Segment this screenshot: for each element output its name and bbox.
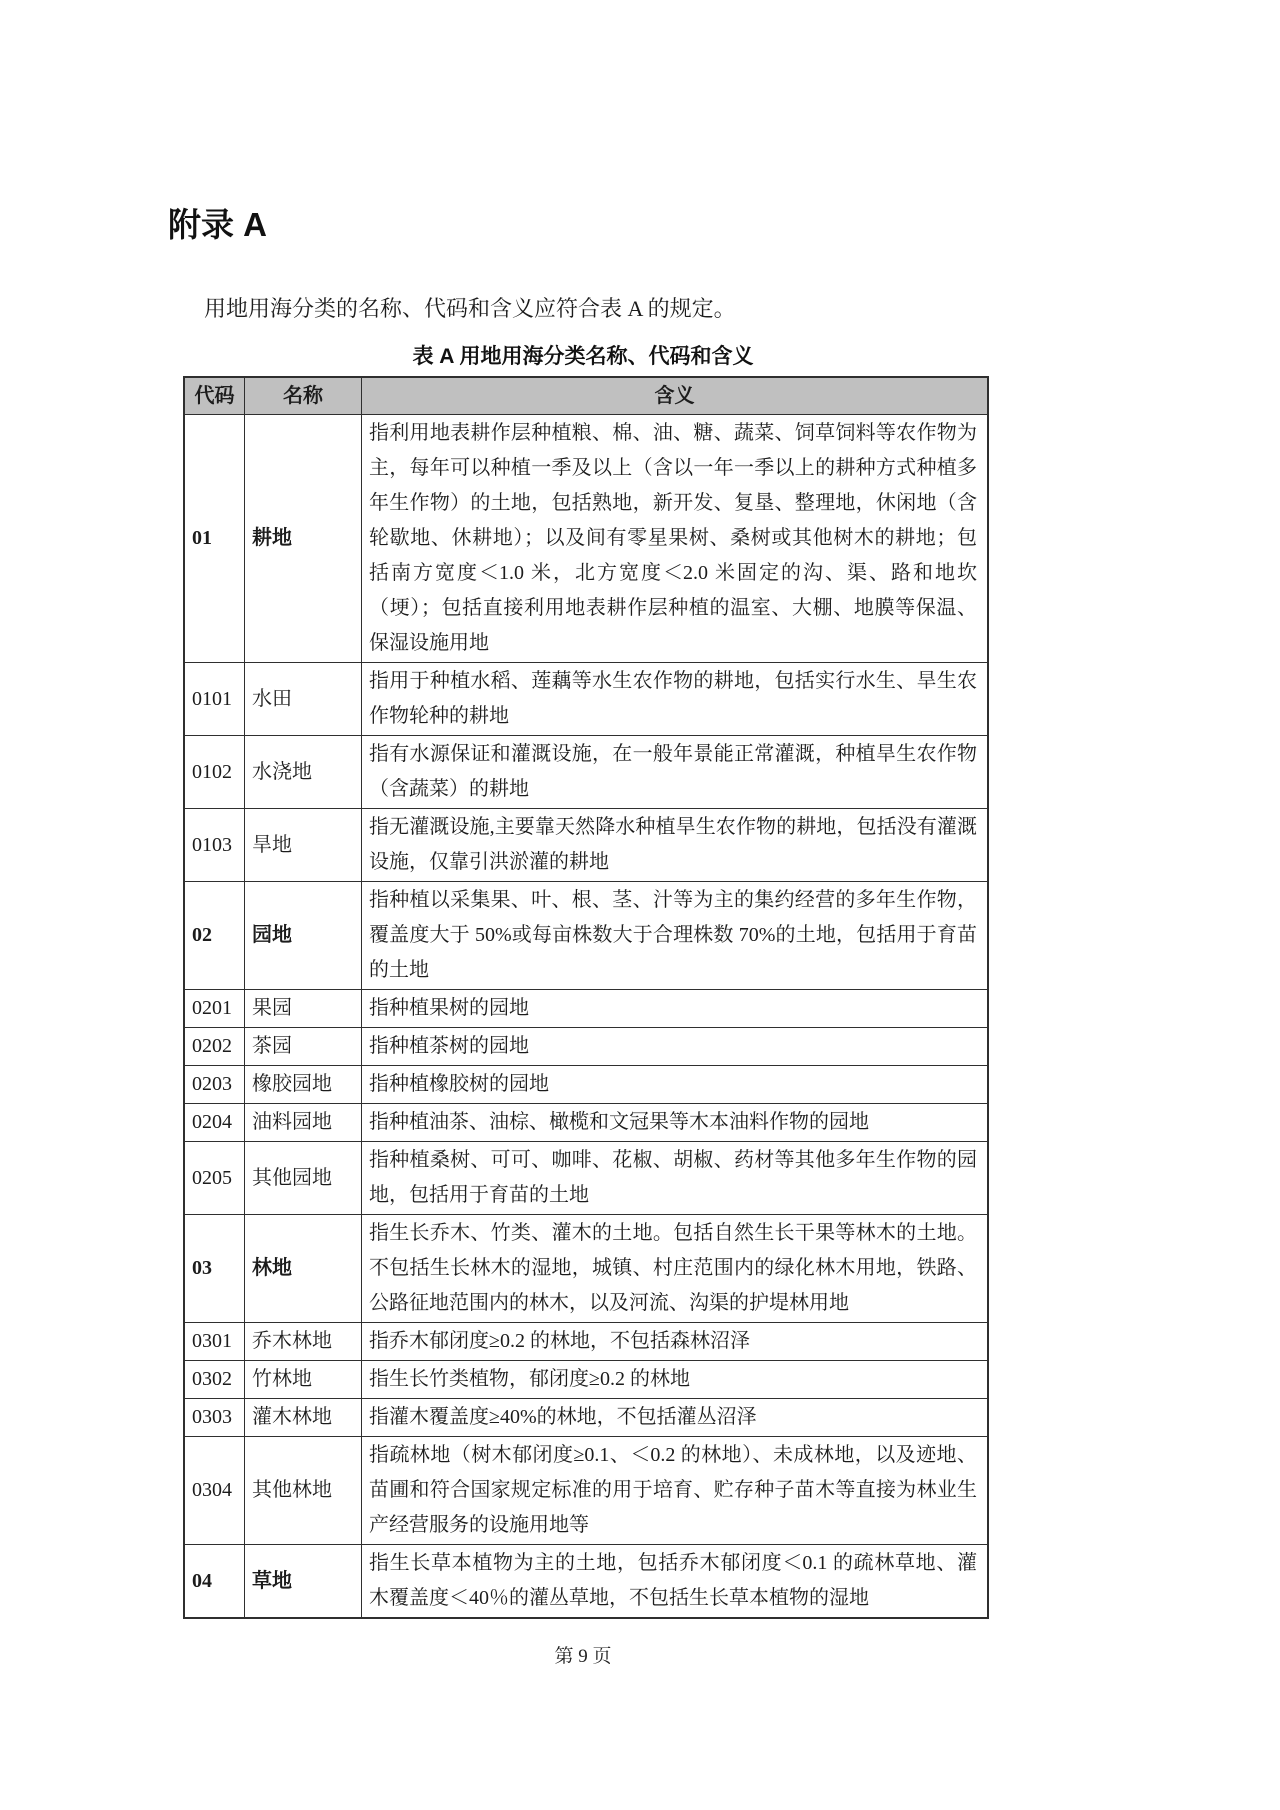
code-cell: 0202: [184, 1028, 245, 1066]
name-cell: 水田: [245, 663, 362, 736]
name-cell: 其他园地: [245, 1142, 362, 1215]
table-head: [184, 377, 988, 415]
code-cell: 01: [184, 415, 245, 663]
header-meaning: 含义: [362, 377, 989, 415]
page-footer: 第 9 页: [554, 1646, 612, 1667]
name-cell: 园地: [245, 882, 362, 990]
code-cell: 0102: [184, 736, 245, 809]
meaning-cell: 指无灌溉设施,主要靠天然降水种植旱生农作物的耕地，包括没有灌溉设施，仅靠引洪淤灌的耕地: [362, 809, 989, 882]
code-cell: 04: [184, 1545, 245, 1619]
header-code: 代码: [184, 377, 245, 415]
meaning-cell: 指种植油茶、油棕、橄榄和文冠果等木本油料作物的园地: [362, 1104, 989, 1142]
meaning-cell: 指种植果树的园地: [362, 990, 989, 1028]
meaning-cell: 指用于种植水稻、莲藕等水生农作物的耕地，包括实行水生、旱生农作物轮种的耕地: [362, 663, 989, 736]
code-cell: 0301: [184, 1323, 245, 1361]
table-row: [184, 1066, 988, 1104]
table-row: [184, 1104, 988, 1142]
code-cell: 0101: [184, 663, 245, 736]
meaning-cell: 指生长竹类植物，郁闭度≥0.2 的林地: [362, 1361, 989, 1399]
meaning-cell: 指有水源保证和灌溉设施，在一般年景能正常灌溉，种植旱生农作物（含蔬菜）的耕地: [362, 736, 989, 809]
header-name: 名称: [245, 377, 362, 415]
name-cell: 旱地: [245, 809, 362, 882]
meaning-cell: 指灌木覆盖度≥40%的林地，不包括灌丛沼泽: [362, 1399, 989, 1437]
code-cell: 02: [184, 882, 245, 990]
name-cell: 灌木林地: [245, 1399, 362, 1437]
table-row: [184, 1028, 988, 1066]
code-cell: 0304: [184, 1437, 245, 1545]
table-row: [184, 663, 988, 736]
appendix-title: 附录 A: [168, 206, 267, 243]
table-row: [184, 1545, 988, 1619]
name-cell: 其他林地: [245, 1437, 362, 1545]
table-header-row: [184, 377, 988, 415]
meaning-cell: 指利用地表耕作层种植粮、棉、油、糖、蔬菜、饲草饲料等农作物为主，每年可以种植一季及以上（含以一年一季以上的耕种方式种植多年生作物）的土地，包括熟地，新开发、复垦、整理地，休闲地（含轮歇地、休耕地）；以及间有零星果树、桑树或其他树木的耕地；包括南方宽度＜1.0 米，北方宽度＜2.0 米固定的沟、渠、路和地坎（埂）；包括直接利用地表耕作层种植的温室、大棚、地膜等保温、保湿设施用地: [362, 415, 989, 663]
code-cell: 0204: [184, 1104, 245, 1142]
table-row: [184, 809, 988, 882]
meaning-cell: 指种植桑树、可可、咖啡、花椒、胡椒、药材等其他多年生作物的园地，包括用于育苗的土地: [362, 1142, 989, 1215]
table-row: [184, 1361, 988, 1399]
table-body: [184, 415, 988, 1619]
meaning-cell: 指生长草本植物为主的土地，包括乔木郁闭度＜0.1 的疏林草地、灌木覆盖度＜40％的灌丛草地，不包括生长草本植物的湿地: [362, 1545, 989, 1619]
table-row: [184, 415, 988, 663]
meaning-cell: 指种植茶树的园地: [362, 1028, 989, 1066]
code-cell: 03: [184, 1215, 245, 1323]
table-row: [184, 1437, 988, 1545]
meaning-cell: 指疏林地（树木郁闭度≥0.1、＜0.2 的林地）、未成林地，以及迹地、苗圃和符合国家规定标准的用于培育、贮存种子苗木等直接为林业生产经营服务的设施用地等: [362, 1437, 989, 1545]
meaning-cell: 指种植以采集果、叶、根、茎、汁等为主的集约经营的多年生作物，覆盖度大于 50%或每亩株数大于合理株数 70%的土地，包括用于育苗的土地: [362, 882, 989, 990]
intro-paragraph: 用地用海分类的名称、代码和含义应符合表 A 的规定。: [204, 296, 736, 321]
code-cell: 0201: [184, 990, 245, 1028]
table-caption: 表 A 用地用海分类名称、代码和含义: [412, 345, 754, 368]
table-row: [184, 1323, 988, 1361]
name-cell: 茶园: [245, 1028, 362, 1066]
name-cell: 耕地: [245, 415, 362, 663]
code-cell: 0103: [184, 809, 245, 882]
name-cell: 林地: [245, 1215, 362, 1323]
name-cell: 乔木林地: [245, 1323, 362, 1361]
meaning-cell: 指生长乔木、竹类、灌木的土地。包括自然生长干果等林木的土地。不包括生长林木的湿地，城镇、村庄范围内的绿化林木用地，铁路、公路征地范围内的林木，以及河流、沟渠的护堤林用地: [362, 1215, 989, 1323]
code-cell: 0205: [184, 1142, 245, 1215]
code-cell: 0203: [184, 1066, 245, 1104]
table-row: [184, 882, 988, 990]
name-cell: 果园: [245, 990, 362, 1028]
table-row: [184, 1142, 988, 1215]
table-row: [184, 736, 988, 809]
name-cell: 橡胶园地: [245, 1066, 362, 1104]
table-row: [184, 1215, 988, 1323]
table-row: [184, 1399, 988, 1437]
name-cell: 水浇地: [245, 736, 362, 809]
name-cell: 草地: [245, 1545, 362, 1619]
code-cell: 0303: [184, 1399, 245, 1437]
classification-table: [183, 376, 989, 1619]
table-row: [184, 990, 988, 1028]
meaning-cell: 指乔木郁闭度≥0.2 的林地，不包括森林沼泽: [362, 1323, 989, 1361]
name-cell: 油料园地: [245, 1104, 362, 1142]
code-cell: 0302: [184, 1361, 245, 1399]
name-cell: 竹林地: [245, 1361, 362, 1399]
meaning-cell: 指种植橡胶树的园地: [362, 1066, 989, 1104]
